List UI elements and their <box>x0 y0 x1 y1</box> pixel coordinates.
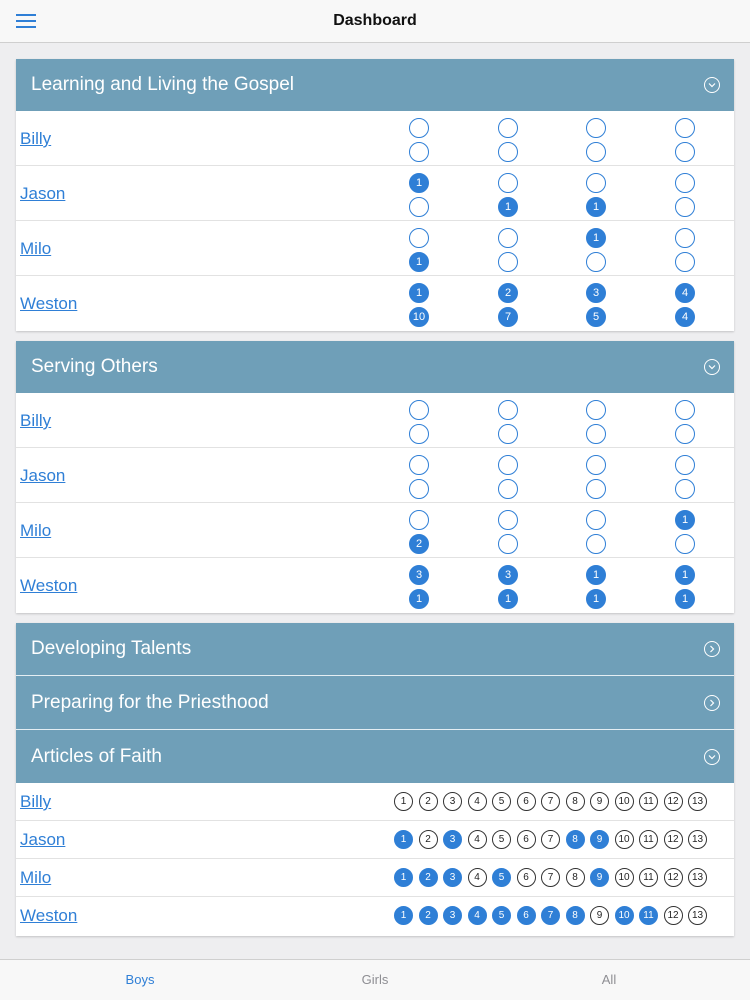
article-circle[interactable]: 6 <box>517 868 536 887</box>
progress-circle[interactable]: 1 <box>409 283 429 303</box>
article-circle[interactable]: 12 <box>664 906 683 925</box>
progress-circle[interactable] <box>498 534 518 554</box>
progress-circle[interactable] <box>586 142 606 162</box>
article-circle[interactable]: 9 <box>590 906 609 925</box>
section-serving-others <box>16 341 734 613</box>
article-circle[interactable]: 6 <box>517 792 536 811</box>
article-circle[interactable]: 8 <box>566 830 585 849</box>
section-title: Developing Talents <box>31 638 192 659</box>
member-name-link[interactable]: Weston <box>20 294 78 313</box>
table-row <box>16 393 734 448</box>
progress-circle[interactable] <box>409 510 429 530</box>
member-name-link[interactable]: Weston <box>20 576 78 595</box>
progress-circle[interactable] <box>675 197 695 217</box>
article-circle[interactable]: 11 <box>639 906 658 925</box>
article-circle[interactable]: 2 <box>419 868 438 887</box>
progress-circle[interactable]: 1 <box>586 228 606 248</box>
section-group-articles <box>16 623 734 936</box>
progress-circle[interactable] <box>409 197 429 217</box>
progress-circle[interactable] <box>409 142 429 162</box>
progress-circle[interactable] <box>675 479 695 499</box>
progress-circle[interactable]: 1 <box>586 589 606 609</box>
progress-circle[interactable] <box>586 479 606 499</box>
section-header-developing-talents[interactable] <box>16 623 734 675</box>
table-row <box>16 783 734 821</box>
member-name-link[interactable]: Milo <box>20 239 52 258</box>
article-circle[interactable]: 1 <box>394 868 413 887</box>
section-header-serving-others[interactable] <box>16 341 734 393</box>
article-circle[interactable]: 1 <box>394 792 413 811</box>
progress-circle[interactable] <box>586 510 606 530</box>
progress-circle[interactable] <box>675 173 695 193</box>
progress-circle[interactable] <box>498 424 518 444</box>
table-row <box>16 448 734 503</box>
section-title: Articles of Faith <box>31 746 162 767</box>
article-circle[interactable]: 2 <box>419 906 438 925</box>
progress-circle[interactable] <box>498 228 518 248</box>
article-circle[interactable]: 7 <box>541 868 560 887</box>
navigation-bar <box>0 0 750 43</box>
article-circle[interactable]: 13 <box>688 792 707 811</box>
table-row <box>16 558 734 613</box>
table-row <box>16 111 734 166</box>
section-title: Serving Others <box>31 356 158 377</box>
progress-circle[interactable] <box>409 479 429 499</box>
member-name-link[interactable]: Billy <box>20 129 52 148</box>
tab-bar <box>0 959 750 1000</box>
progress-circle[interactable]: 1 <box>675 510 695 530</box>
article-circle[interactable]: 7 <box>541 792 560 811</box>
table-row <box>16 276 734 331</box>
article-circle[interactable]: 3 <box>443 868 462 887</box>
progress-circle[interactable]: 4 <box>675 283 695 303</box>
progress-circle[interactable]: 3 <box>586 283 606 303</box>
section-title: Learning and Living the Gospel <box>31 74 295 95</box>
table-row <box>16 859 734 897</box>
progress-circle[interactable] <box>498 118 518 138</box>
article-circle[interactable]: 12 <box>664 868 683 887</box>
progress-circle[interactable]: 7 <box>498 307 518 327</box>
tab-girls[interactable]: Girls <box>361 972 389 987</box>
table-row <box>16 166 734 221</box>
progress-circle[interactable]: 2 <box>498 283 518 303</box>
tab-all[interactable]: All <box>601 972 617 987</box>
section-learning-living-gospel <box>16 59 734 331</box>
article-circle[interactable]: 10 <box>615 792 634 811</box>
article-circle[interactable]: 1 <box>394 830 413 849</box>
article-circle[interactable]: 10 <box>615 830 634 849</box>
progress-circle[interactable] <box>409 228 429 248</box>
chevron-right-icon[interactable] <box>704 695 720 711</box>
progress-circle[interactable] <box>409 118 429 138</box>
article-circle[interactable]: 5 <box>492 868 511 887</box>
progress-circle[interactable] <box>586 252 606 272</box>
article-circle[interactable]: 4 <box>468 906 487 925</box>
member-name-link[interactable]: Milo <box>20 521 52 540</box>
progress-circle[interactable] <box>498 455 518 475</box>
progress-circle[interactable] <box>409 424 429 444</box>
section-header-articles-of-faith[interactable] <box>16 729 734 783</box>
article-circle[interactable]: 7 <box>541 830 560 849</box>
progress-circle[interactable] <box>586 400 606 420</box>
progress-circle[interactable] <box>409 455 429 475</box>
article-circle[interactable]: 13 <box>688 868 707 887</box>
member-name-link[interactable]: Jason <box>20 830 66 849</box>
article-circle[interactable]: 8 <box>566 906 585 925</box>
article-circle[interactable]: 6 <box>517 830 536 849</box>
progress-circle[interactable] <box>675 455 695 475</box>
section-header-preparing-priesthood[interactable] <box>16 675 734 729</box>
article-circle[interactable]: 4 <box>468 830 487 849</box>
chevron-down-icon[interactable] <box>704 749 720 765</box>
progress-circle[interactable]: 1 <box>409 589 429 609</box>
article-circle[interactable]: 6 <box>517 906 536 925</box>
article-circle[interactable]: 4 <box>468 792 487 811</box>
progress-circle[interactable] <box>586 118 606 138</box>
progress-circle[interactable] <box>675 118 695 138</box>
progress-circle[interactable]: 3 <box>409 565 429 585</box>
progress-circle[interactable] <box>498 142 518 162</box>
article-circle[interactable]: 2 <box>419 792 438 811</box>
member-name-link[interactable]: Weston <box>20 906 78 925</box>
tab-boys[interactable]: Boys <box>125 972 155 987</box>
article-circle[interactable]: 5 <box>492 792 511 811</box>
article-circle[interactable]: 2 <box>419 830 438 849</box>
article-circle[interactable]: 9 <box>590 830 609 849</box>
progress-circle[interactable]: 10 <box>409 307 429 327</box>
table-row <box>16 503 734 558</box>
article-circle[interactable]: 11 <box>639 868 658 887</box>
article-circle[interactable]: 3 <box>443 906 462 925</box>
article-circle[interactable]: 9 <box>590 792 609 811</box>
article-circle[interactable]: 10 <box>615 906 634 925</box>
progress-circle[interactable] <box>675 400 695 420</box>
progress-circle[interactable] <box>498 510 518 530</box>
progress-circle[interactable] <box>498 400 518 420</box>
member-name-link[interactable]: Milo <box>20 868 52 887</box>
progress-circle[interactable] <box>675 424 695 444</box>
progress-circle[interactable] <box>498 173 518 193</box>
article-circle[interactable]: 9 <box>590 868 609 887</box>
progress-circle[interactable]: 4 <box>675 307 695 327</box>
article-circle[interactable]: 13 <box>688 906 707 925</box>
progress-circle[interactable] <box>498 252 518 272</box>
article-circle[interactable]: 8 <box>566 792 585 811</box>
table-row <box>16 821 734 859</box>
progress-circle[interactable]: 1 <box>498 197 518 217</box>
progress-circle[interactable] <box>675 252 695 272</box>
progress-circle[interactable] <box>675 142 695 162</box>
progress-circle[interactable] <box>675 534 695 554</box>
article-circle[interactable]: 8 <box>566 868 585 887</box>
progress-circle[interactable] <box>586 534 606 554</box>
section-title: Preparing for the Priesthood <box>31 692 269 713</box>
chevron-down-icon[interactable] <box>704 359 720 375</box>
progress-circle[interactable] <box>586 455 606 475</box>
article-circle[interactable]: 12 <box>664 792 683 811</box>
progress-circle[interactable]: 1 <box>498 589 518 609</box>
progress-circle[interactable]: 1 <box>409 173 429 193</box>
article-circle[interactable]: 5 <box>492 906 511 925</box>
progress-circle[interactable] <box>675 228 695 248</box>
article-circle[interactable]: 3 <box>443 792 462 811</box>
progress-circle[interactable] <box>409 400 429 420</box>
article-circle[interactable]: 4 <box>468 868 487 887</box>
article-circle[interactable]: 1 <box>394 906 413 925</box>
progress-circle[interactable]: 1 <box>586 197 606 217</box>
article-circle[interactable]: 11 <box>639 792 658 811</box>
progress-circle[interactable]: 5 <box>586 307 606 327</box>
progress-circle[interactable] <box>498 479 518 499</box>
member-name-link[interactable]: Jason <box>20 184 66 203</box>
progress-circle[interactable]: 1 <box>675 589 695 609</box>
progress-circle[interactable]: 1 <box>586 565 606 585</box>
progress-circle[interactable]: 3 <box>498 565 518 585</box>
article-circle[interactable]: 5 <box>492 830 511 849</box>
member-name-link[interactable]: Jason <box>20 466 66 485</box>
table-row <box>16 221 734 276</box>
progress-circle[interactable] <box>586 173 606 193</box>
page-title: Dashboard <box>333 12 417 29</box>
article-circle[interactable]: 13 <box>688 830 707 849</box>
progress-circle[interactable] <box>586 424 606 444</box>
article-circle[interactable]: 10 <box>615 868 634 887</box>
chevron-right-icon[interactable] <box>704 641 720 657</box>
progress-circle[interactable]: 1 <box>675 565 695 585</box>
article-circle[interactable]: 11 <box>639 830 658 849</box>
progress-circle[interactable]: 2 <box>409 534 429 554</box>
member-name-link[interactable]: Billy <box>20 411 52 430</box>
progress-circle[interactable]: 1 <box>409 252 429 272</box>
article-circle[interactable]: 7 <box>541 906 560 925</box>
article-circle[interactable]: 12 <box>664 830 683 849</box>
table-row <box>16 897 734 935</box>
article-circle[interactable]: 3 <box>443 830 462 849</box>
chevron-down-icon[interactable] <box>704 77 720 93</box>
member-name-link[interactable]: Billy <box>20 792 52 811</box>
section-header-learning-living-gospel[interactable] <box>16 59 734 111</box>
